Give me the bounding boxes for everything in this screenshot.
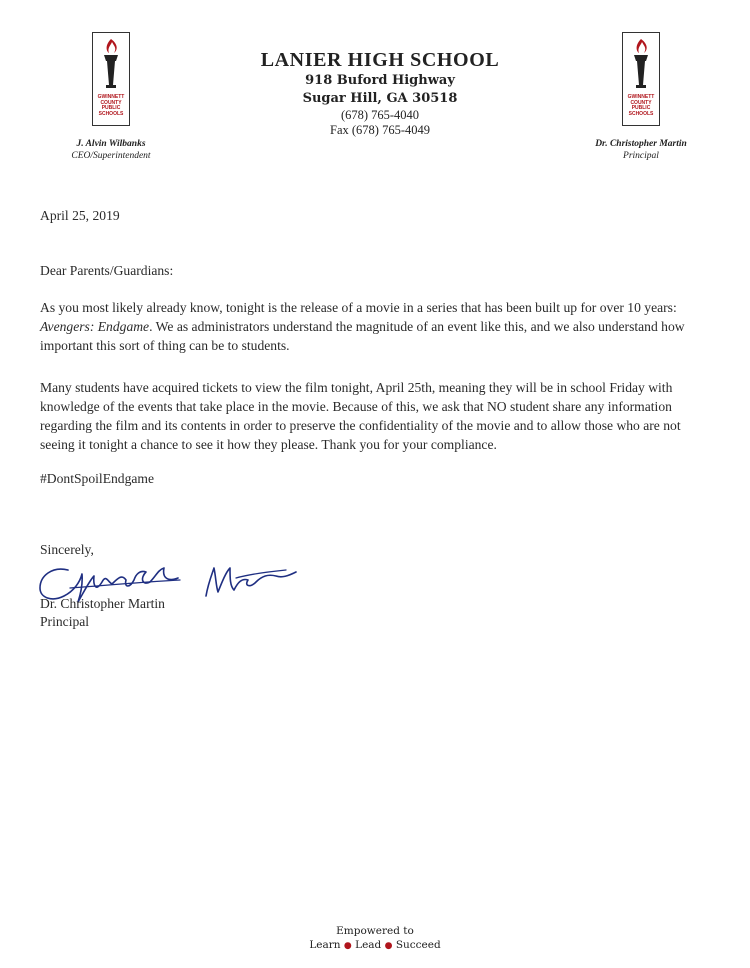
fax-number: Fax (678) 765-4049	[330, 123, 430, 137]
footer-learn: Learn	[309, 939, 341, 951]
paragraph-2: Many students have acquired tickets to view the film tonight, April 25th, meaning they will be in school Friday with knowledge of the events that take place in the movie. Because of this, we ask that NO student share any information regarding the film and its contents in order to preserve the confidentiality of the movie and to allow those who are not seeing it tonight a chance to see it how they please. Thank you for your compliance.	[40, 380, 681, 452]
logo-text-line: COUNTY	[630, 99, 652, 106]
letterhead	[200, 48, 560, 138]
logo-text-line: PUBLIC	[631, 105, 651, 111]
footer-lead: Lead	[355, 939, 382, 951]
footer-motto	[270, 924, 480, 953]
logo-text-line: GWINNETT	[627, 94, 655, 100]
superintendent-name: J. Alvin Wilbanks	[76, 139, 146, 149]
footer-succeed: Succeed	[395, 939, 441, 951]
principal-block	[566, 138, 716, 162]
paragraph-1-text-a: As you most likely already know, tonight is the release of a movie in a series that has been built up for over 10 years:	[40, 300, 677, 315]
letter-date: April 25, 2019	[40, 208, 120, 223]
torch-icon	[93, 33, 129, 93]
principal-title: Principal	[623, 151, 659, 161]
footer-line1: Empowered to	[336, 925, 414, 937]
address-line1: 918 Buford Highway	[305, 73, 455, 88]
movie-title: Avengers: Endgame	[40, 319, 150, 334]
torch-bullet-icon: ●	[343, 941, 352, 951]
paragraph-1-text-b: . We as administrators understand the magnitude of an event like this, and we also understand how important this sort of thing can be to students.	[40, 319, 685, 353]
signer-title: Principal	[40, 614, 90, 629]
footer-line2	[270, 938, 480, 953]
signer-name: Dr. Christopher Martin	[40, 596, 165, 611]
school-name: LANIER HIGH SCHOOL	[260, 49, 500, 71]
logo-text-line: COUNTY	[100, 99, 122, 106]
logo-text-line: SCHOOLS	[98, 110, 124, 117]
paragraph-1	[40, 298, 700, 355]
gwinnett-schools-logo-right	[622, 32, 660, 126]
gwinnett-schools-logo-left	[92, 32, 130, 126]
address-line2: Sugar Hill, GA 30518	[302, 91, 458, 106]
hashtag: #DontSpoilEndgame	[40, 471, 155, 486]
logo-text-line: GWINNETT	[97, 94, 125, 100]
phone-number: (678) 765-4040	[340, 108, 420, 122]
superintendent-title: CEO/Superintendent	[71, 151, 151, 161]
superintendent-block	[36, 138, 186, 162]
torch-icon	[623, 33, 659, 93]
logo-text-line: SCHOOLS	[628, 110, 654, 117]
torch-bullet-icon: ●	[384, 941, 393, 951]
logo-text-line: PUBLIC	[101, 105, 121, 111]
principal-name: Dr. Christopher Martin	[595, 139, 687, 149]
salutation: Dear Parents/Guardians:	[40, 263, 174, 278]
closing: Sincerely,	[40, 542, 94, 557]
